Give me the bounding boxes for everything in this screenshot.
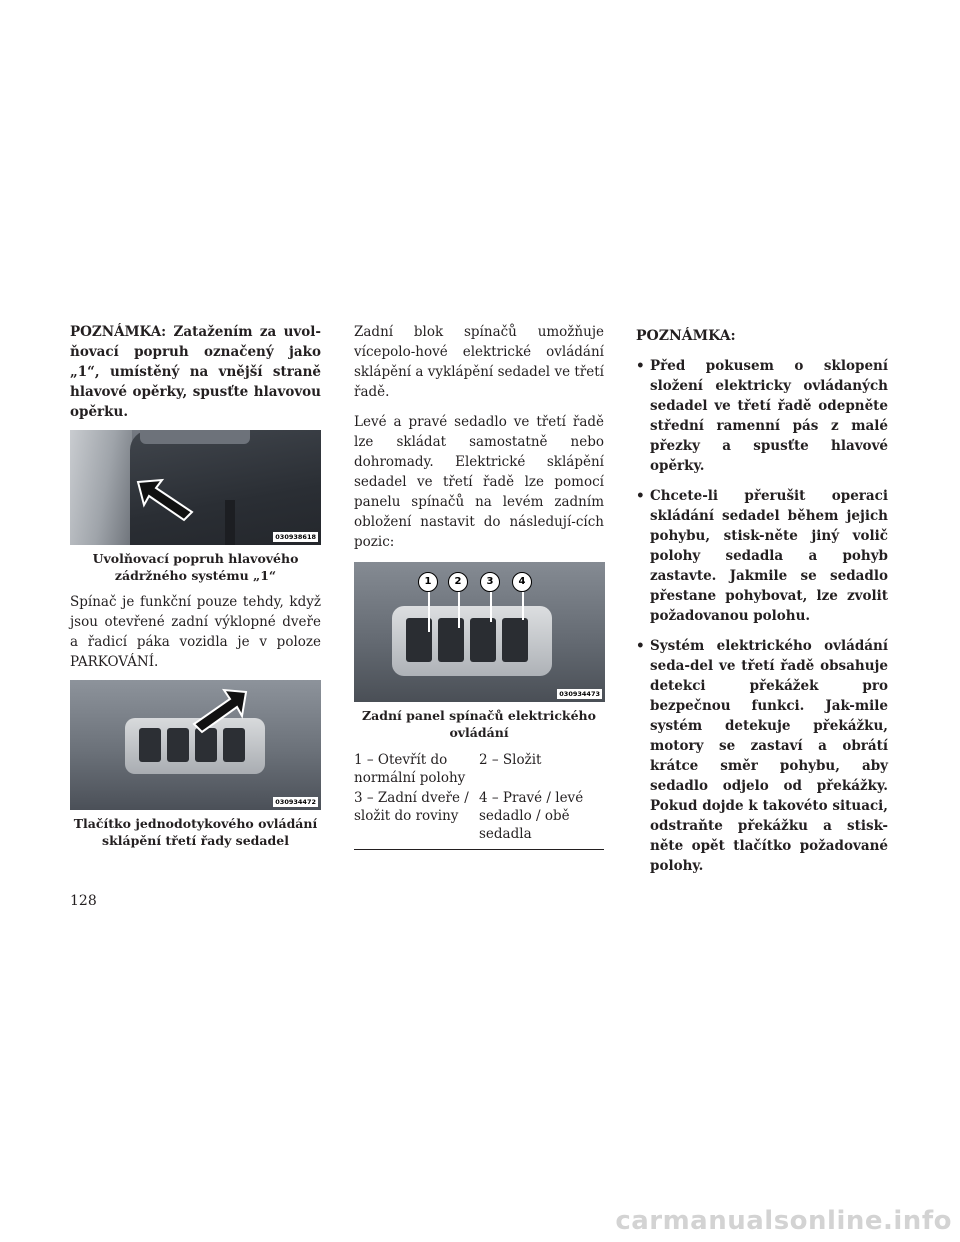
figure-code: 030938618 — [275, 533, 316, 541]
figure-caption: Tlačítko jednodotykového ovládání sklápění třetí řady sedadel — [73, 816, 318, 848]
headrest-note: POZNÁMKA: Zatažením za uvol-ňovací popruh označený jako „1“, umístěný na vnější straně hlavové opěrky, spusťte hlavovou opěrku. — [70, 324, 321, 420]
rear-switch-paragraph: Zadní blok spínačů umožňuje vícepolo-hové elektrické ovládání sklápění a vyklápění sedadel ve třetí řadě. — [354, 324, 604, 400]
list-item: • Systém elektrického ovládání seda-del ve třetí řadě obsahuje detekci překážek pro bezpečnou funkci. Jak-mile systém detekuje překážku, motory se zastaví a obrátí krátce směr pohybu, aby sedadlo odjelo od překážky. Pokud dojde k takovéto situaci, odstraňte překážku a stisk-něte opět tlačítko požadované polohy. — [636, 638, 888, 874]
arrow-icon — [190, 688, 250, 736]
note-title: POZNÁMKA: — [636, 328, 736, 344]
figure-code: 030934473 — [559, 690, 600, 698]
page-number: 128 — [70, 893, 97, 909]
switch-paragraph: Spínač je funkční pouze tehdy, když jsou otevřené zadní výklopné dveře a řadicí páka vozidla je v poloze PARKOVÁNÍ. — [70, 594, 321, 670]
figure-caption: Zadní panel spínačů elektrického ovládání — [362, 708, 596, 740]
column-3 — [636, 322, 888, 886]
legend-row: 1 – Otevřít do normální polohy 2 – Složit — [354, 752, 542, 786]
legend-table — [354, 751, 604, 850]
watermark: carmanualsonline.info — [615, 1206, 952, 1236]
callout-number: 2 — [448, 572, 468, 592]
list-item: • Před pokusem o sklopení složení elektricky ovládaných sedadel ve třetí řadě odepněte střední ramenní pás z malé přezky a spusťte hlavové opěrky. — [636, 358, 888, 474]
legend-row: 3 – Zadní dveře / složit do roviny 4 – Pravé / levé sedadlo / obě sedadla — [354, 790, 584, 842]
column-1 — [70, 322, 321, 849]
headrest-strap-photo — [70, 430, 321, 545]
column-2 — [354, 322, 604, 850]
callout-number: 3 — [480, 572, 500, 592]
note-list — [636, 356, 888, 876]
one-touch-button-photo — [70, 680, 321, 810]
list-item: • Chcete-li přerušit operaci skládání sedadel během jejich pohybu, stisk-něte jiný volič polohy sedadla a pohyb zastavte. Jakmile se sedadlo přestane pohybovat, lze zvolit požadovanou polohu. — [636, 488, 888, 624]
rear-switch-panel-photo — [354, 562, 605, 702]
callout-number: 1 — [418, 572, 438, 592]
figure-code: 030934472 — [275, 798, 316, 806]
seat-folding-paragraph: Levé a pravé sedadlo ve třetí řadě lze skládat samostatně nebo dohromady. Elektrické sklápění sedadel ve třetí řadě lze pomocí panelu spínačů na levém zadním obložení nastavit do následují-cích pozic: — [354, 414, 604, 550]
callout-number: 4 — [512, 572, 532, 592]
arrow-icon — [136, 478, 196, 523]
figure-caption: Uvolňovací popruh hlavového zádržného systému „1“ — [92, 551, 299, 583]
